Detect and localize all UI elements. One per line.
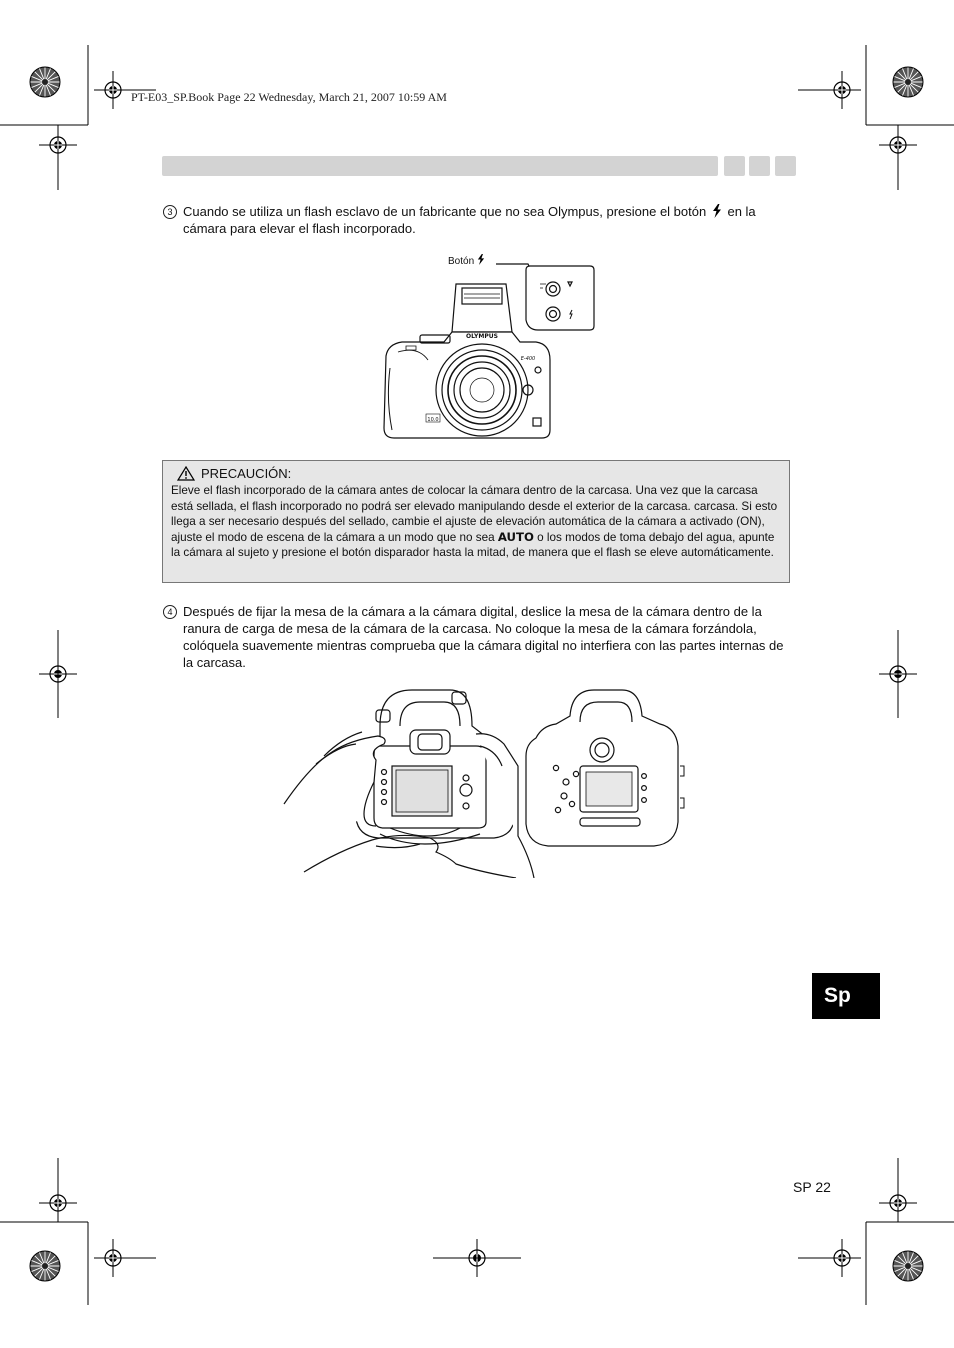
registration-mark-icon (39, 1184, 77, 1222)
section-header-box (749, 156, 770, 176)
registration-mark-icon (823, 1239, 861, 1277)
camera-badge: 10.0 (427, 417, 439, 423)
color-target-icon (893, 1251, 923, 1281)
caution-box (162, 460, 790, 583)
section-header-box (775, 156, 796, 176)
color-target-icon (30, 1251, 60, 1281)
language-tab: Sp (812, 973, 880, 1019)
caution-title (177, 465, 781, 482)
camera-front-illustration (378, 260, 598, 442)
flash-icon (712, 204, 722, 218)
step-number: 3 (163, 205, 177, 219)
callout-label: Botón (448, 256, 475, 267)
step-4 (163, 603, 793, 671)
caution-body (171, 483, 781, 561)
color-target-icon (893, 67, 923, 97)
step-3 (163, 203, 793, 237)
warning-icon (177, 466, 195, 481)
registration-mark-icon (823, 71, 861, 109)
section-header-bar (162, 156, 718, 176)
registration-mark-icon (94, 71, 132, 109)
color-target-icon (30, 67, 60, 97)
page-number: SP 22 (793, 1179, 831, 1195)
step-text: Después de fijar la mesa de la cámara a la cámara digital, deslice la mesa de la cámara dentro de la ranura de carga de mesa de la cámara de la carcasa. No coloque la mesa de la cámara forzándola, colóquela suavemente mientras comprueba que la cámara digital no interfiera con las partes internas de la carcasa. (183, 604, 784, 670)
caution-title-text: PRECAUCIÓN: (201, 466, 292, 481)
registration-mark-icon (94, 1239, 132, 1277)
registration-mark-icon (879, 126, 917, 164)
print-header: PT-E03_SP.Book Page 22 Wednesday, March 21, 2007 10:59 AM (131, 90, 447, 104)
auto-mode-label: AUTO (497, 529, 534, 544)
caution-text: o los modos de toma debajo del agua, apunte la cámara al sujeto y presione el botón disparador hasta la mitad, de manera que el flash se eleve automáticamente. (171, 530, 775, 560)
step-number: 4 (163, 605, 177, 619)
camera-brand: OLYMPUS (466, 333, 498, 340)
step-text: Cuando se utiliza un flash esclavo de un fabricante que no sea Olympus, presione el botón (183, 204, 707, 219)
caution-text: Eleve el flash incorporado de la cámara antes de colocar la cámara dentro de la carcasa. Una vez que la carcasa está sellada, el flash incorporado no podrá ser elevado manipulando desde el exterior de la carcasa. carcasa. Si esto llega a ser necesario después del sellado, cambie el ajuste de elevación automática de la cámara a activado (ON), ajuste el modo de escena de la cámara a un modo que no sea (171, 484, 778, 544)
step-text: en la cámara para elevar el flash incorporado. (183, 204, 756, 236)
registration-mark-icon (39, 126, 77, 164)
camera-into-housing-illustration (280, 686, 685, 878)
camera-model: E-400 (520, 356, 536, 362)
registration-mark-icon (879, 1184, 917, 1222)
section-header-box (724, 156, 745, 176)
